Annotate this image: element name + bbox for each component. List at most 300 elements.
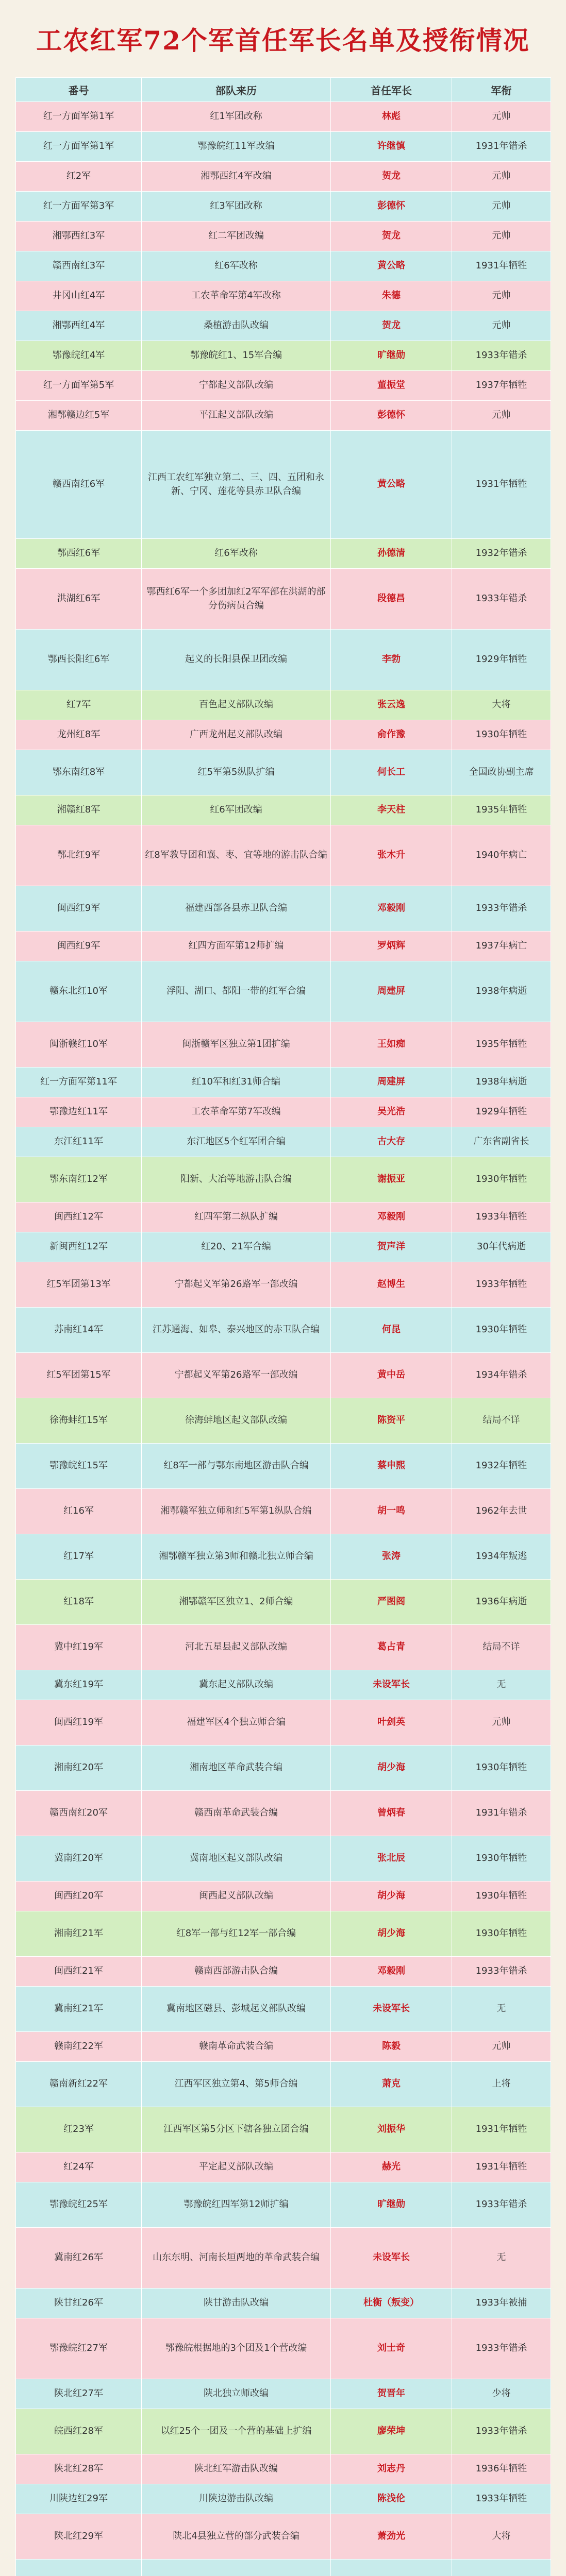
roster-table bbox=[15, 77, 551, 2576]
header-origin: 部队来历 bbox=[142, 78, 331, 102]
cell-rank: 1931年牺牲 bbox=[452, 2153, 551, 2182]
cell-commander: 贺声洋 bbox=[331, 1232, 452, 1262]
cell-commander: 李天柱 bbox=[331, 795, 452, 825]
cell-commander: 葛占青 bbox=[331, 1625, 452, 1670]
cell-rank: 1930年牺牲 bbox=[452, 1308, 551, 1353]
cell-rank: 1931年牺牲 bbox=[452, 431, 551, 539]
cell-origin: 徐海蚌地区起义部队改编 bbox=[142, 1398, 331, 1444]
cell-origin: 东江地区5个红军团合编 bbox=[142, 1127, 331, 1157]
cell-origin: 赣西南革命武装合编 bbox=[142, 1791, 331, 1836]
table-row bbox=[16, 825, 551, 886]
cell-origin: 江西军区独立第4、第5师合编 bbox=[142, 2062, 331, 2107]
cell-commander: 李勃 bbox=[331, 630, 452, 690]
cell-designation: 龙州红8军 bbox=[16, 720, 142, 750]
cell-origin: 赣南革命武装合编 bbox=[142, 2032, 331, 2062]
cell-origin: 川陕边游击队改编 bbox=[142, 2484, 331, 2514]
cell-designation: 湘鄂赣边红5军 bbox=[16, 401, 142, 431]
cell-designation: 湘南红21军 bbox=[16, 1911, 142, 1957]
cell-commander: 旷继勋 bbox=[331, 341, 452, 371]
cell-commander: 林彪 bbox=[331, 102, 452, 132]
cell-origin: 福建西部各县赤卫队合编 bbox=[142, 886, 331, 931]
cell-rank: 大将 bbox=[452, 2514, 551, 2560]
table-row bbox=[16, 2182, 551, 2228]
cell-commander: 曾炳春 bbox=[331, 1791, 452, 1836]
cell-designation: 赣南红22军 bbox=[16, 2032, 142, 2062]
cell-rank: 1930年牺牲 bbox=[452, 1745, 551, 1791]
table-row bbox=[16, 1625, 551, 1670]
cell-designation: 鄂西长阳红6军 bbox=[16, 630, 142, 690]
table-row bbox=[16, 1157, 551, 1202]
cell-designation: 赣西南红6军 bbox=[16, 431, 142, 539]
cell-designation: 新闽西红12军 bbox=[16, 1232, 142, 1262]
cell-rank: 1932年错杀 bbox=[452, 539, 551, 569]
cell-rank: 元帅 bbox=[452, 192, 551, 222]
cell-commander: 张木升 bbox=[331, 825, 452, 886]
cell-rank bbox=[452, 2560, 551, 2576]
cell-rank: 1931年牺牲 bbox=[452, 2107, 551, 2153]
cell-origin: 陕北红军游击队改编 bbox=[142, 2454, 331, 2484]
cell-origin: 红3军团改称 bbox=[142, 192, 331, 222]
cell-rank: 1931年牺牲 bbox=[452, 251, 551, 281]
cell-designation: 红7军 bbox=[16, 690, 142, 720]
table-row bbox=[16, 1700, 551, 1745]
cell-rank: 1935年牺牲 bbox=[452, 1022, 551, 1067]
cell-commander: 许继慎 bbox=[331, 132, 452, 162]
cell-origin: 浮阳、湖口、都阳一带的红军合编 bbox=[142, 961, 331, 1022]
cell-rank: 元帅 bbox=[452, 222, 551, 251]
cell-origin: 冀东起义部队改编 bbox=[142, 1670, 331, 1700]
cell-rank: 1962年去世 bbox=[452, 1489, 551, 1534]
cell-origin: 鄂豫皖红四军第12师扩编 bbox=[142, 2182, 331, 2228]
table-row bbox=[16, 690, 551, 720]
cell-commander: 谢振亚 bbox=[331, 1157, 452, 1202]
table-row bbox=[16, 720, 551, 750]
cell-rank: 30年代病逝 bbox=[452, 1232, 551, 1262]
cell-rank: 无 bbox=[452, 1670, 551, 1700]
cell-designation: 湘鄂西红3军 bbox=[16, 222, 142, 251]
table-row bbox=[16, 281, 551, 311]
cell-origin: 红二军团改编 bbox=[142, 222, 331, 251]
cell-designation: 红一方面军第5军 bbox=[16, 371, 142, 401]
cell-commander: 罗炳辉 bbox=[331, 931, 452, 961]
cell-designation: 红16军 bbox=[16, 1489, 142, 1534]
cell-commander: 杜衡（叛变） bbox=[331, 2289, 452, 2318]
cell-rank: 1933年错杀 bbox=[452, 341, 551, 371]
cell-commander: 董振堂 bbox=[331, 371, 452, 401]
cell-commander: 黄公略 bbox=[331, 251, 452, 281]
table-row bbox=[16, 2454, 551, 2484]
cell-origin: 湘鄂赣军独立第3师和赣北独立师合编 bbox=[142, 1534, 331, 1580]
cell-rank: 1937年病亡 bbox=[452, 931, 551, 961]
cell-commander: 胡少海 bbox=[331, 1745, 452, 1791]
cell-commander: 俞作豫 bbox=[331, 720, 452, 750]
header-commander: 首任军长 bbox=[331, 78, 452, 102]
cell-designation: 湘鄂西红4军 bbox=[16, 311, 142, 341]
cell-commander: 邓毅刚 bbox=[331, 1202, 452, 1232]
cell-commander: 贺龙 bbox=[331, 311, 452, 341]
cell-rank: 1940年病亡 bbox=[452, 825, 551, 886]
cell-rank: 1933年牺牲 bbox=[452, 1262, 551, 1308]
cell-origin: 鄂豫皖红1、15军合编 bbox=[142, 341, 331, 371]
table-row bbox=[16, 750, 551, 795]
table-row bbox=[16, 1791, 551, 1836]
cell-commander: 萧劲光 bbox=[331, 2514, 452, 2560]
cell-designation: 赣南新红22军 bbox=[16, 2062, 142, 2107]
table-row bbox=[16, 1489, 551, 1534]
cell-commander: 胡一鸣 bbox=[331, 1489, 452, 1534]
table-row bbox=[16, 311, 551, 341]
table-row bbox=[16, 1232, 551, 1262]
cell-origin: 以红25个一团及一个营的基础上扩编 bbox=[142, 2409, 331, 2454]
cell-designation: 陕北红28军 bbox=[16, 2454, 142, 2484]
cell-designation: 闽西红9军 bbox=[16, 931, 142, 961]
cell-origin: 闽西起义部队改编 bbox=[142, 1882, 331, 1911]
cell-origin: 江西工农红军独立第二、三、四、五团和永新、宁冈、莲花等县赤卫队合编 bbox=[142, 431, 331, 539]
cell-commander: 彭德怀 bbox=[331, 192, 452, 222]
cell-rank: 1933年牺牲 bbox=[452, 2484, 551, 2514]
cell-commander: 吴光浩 bbox=[331, 1097, 452, 1127]
cell-origin: 鄂豫皖根据地的3个团及1个营改编 bbox=[142, 2318, 331, 2379]
cell-rank: 1933年错杀 bbox=[452, 569, 551, 630]
cell-rank: 1929年牺牲 bbox=[452, 630, 551, 690]
cell-rank: 元帅 bbox=[452, 401, 551, 431]
table-row bbox=[16, 2409, 551, 2454]
table-row bbox=[16, 2318, 551, 2379]
cell-rank: 1929年牺牲 bbox=[452, 1097, 551, 1127]
table-row bbox=[16, 2153, 551, 2182]
table-row bbox=[16, 2032, 551, 2062]
cell-commander: 邓毅刚 bbox=[331, 1957, 452, 1987]
table-row bbox=[16, 1353, 551, 1398]
cell-commander: 贺龙 bbox=[331, 222, 452, 251]
cell-designation: 红17军 bbox=[16, 1534, 142, 1580]
cell-designation: 红5军团第15军 bbox=[16, 1353, 142, 1398]
cell-origin: 湘鄂西红4军改编 bbox=[142, 162, 331, 192]
table-row bbox=[16, 222, 551, 251]
table-row bbox=[16, 251, 551, 281]
table-row bbox=[16, 2484, 551, 2514]
cell-origin: 红10军和红31师合编 bbox=[142, 1067, 331, 1097]
cell-commander: 何昆 bbox=[331, 1308, 452, 1353]
cell-rank: 1930年牺牲 bbox=[452, 1836, 551, 1882]
table-row bbox=[16, 1097, 551, 1127]
table-row bbox=[16, 961, 551, 1022]
cell-rank: 1930年牺牲 bbox=[452, 1157, 551, 1202]
table-row bbox=[16, 2560, 551, 2576]
cell-designation bbox=[16, 2560, 142, 2576]
cell-designation: 闽浙赣红10军 bbox=[16, 1022, 142, 1067]
cell-commander: 何长工 bbox=[331, 750, 452, 795]
cell-commander: 彭德怀 bbox=[331, 401, 452, 431]
cell-commander: 孙德清 bbox=[331, 539, 452, 569]
cell-rank: 元帅 bbox=[452, 281, 551, 311]
cell-designation: 冀东红19军 bbox=[16, 1670, 142, 1700]
cell-designation: 红2军 bbox=[16, 162, 142, 192]
cell-commander: 黄中岳 bbox=[331, 1353, 452, 1398]
cell-designation: 鄂豫皖红15军 bbox=[16, 1444, 142, 1489]
cell-origin: 江苏通海、如皋、泰兴地区的赤卫队合编 bbox=[142, 1308, 331, 1353]
cell-designation: 鄂西红6军 bbox=[16, 539, 142, 569]
cell-origin: 湘鄂赣军独立师和红5军第1纵队合编 bbox=[142, 1489, 331, 1534]
cell-commander: 胡少海 bbox=[331, 1911, 452, 1957]
page-title: 工农红军72个军首任军长名单及授衔情况 bbox=[36, 25, 530, 56]
cell-commander: 胡少海 bbox=[331, 1882, 452, 1911]
cell-designation: 闽西红9军 bbox=[16, 886, 142, 931]
cell-commander: 赵博生 bbox=[331, 1262, 452, 1308]
table-row bbox=[16, 1987, 551, 2032]
cell-designation: 红23军 bbox=[16, 2107, 142, 2153]
cell-origin: 红四军第二纵队扩编 bbox=[142, 1202, 331, 1232]
table-row bbox=[16, 1022, 551, 1067]
cell-designation: 鄂东南红8军 bbox=[16, 750, 142, 795]
cell-designation: 红18军 bbox=[16, 1580, 142, 1625]
cell-rank: 1934年叛逃 bbox=[452, 1534, 551, 1580]
cell-commander: 周建屏 bbox=[331, 1067, 452, 1097]
cell-origin: 红20、21军合编 bbox=[142, 1232, 331, 1262]
cell-origin: 红5军第5纵队扩编 bbox=[142, 750, 331, 795]
cell-designation: 川陕边红29军 bbox=[16, 2484, 142, 2514]
table-row bbox=[16, 341, 551, 371]
cell-origin: 陕北独立师改编 bbox=[142, 2379, 331, 2409]
cell-commander: 萧克 bbox=[331, 2062, 452, 2107]
cell-designation: 闽西红12军 bbox=[16, 1202, 142, 1232]
cell-rank: 无 bbox=[452, 1987, 551, 2032]
cell-rank: 1932年牺牲 bbox=[452, 1444, 551, 1489]
cell-origin: 桑植游击队改编 bbox=[142, 311, 331, 341]
cell-designation: 鄂豫皖红4军 bbox=[16, 341, 142, 371]
cell-rank: 少将 bbox=[452, 2379, 551, 2409]
cell-rank: 1938年病逝 bbox=[452, 961, 551, 1022]
cell-rank: 1933年错杀 bbox=[452, 886, 551, 931]
cell-designation: 鄂豫皖红25军 bbox=[16, 2182, 142, 2228]
cell-rank: 1936年牺牲 bbox=[452, 2454, 551, 2484]
header-designation: 番号 bbox=[16, 78, 142, 102]
table-row bbox=[16, 371, 551, 401]
header-rank: 军衔 bbox=[452, 78, 551, 102]
cell-commander: 旷继勋 bbox=[331, 2182, 452, 2228]
table-row bbox=[16, 102, 551, 132]
cell-commander: 刘士奇 bbox=[331, 2318, 452, 2379]
cell-origin: 平定起义部队改编 bbox=[142, 2153, 331, 2182]
cell-commander: 未设军长 bbox=[331, 1670, 452, 1700]
cell-rank: 结局不详 bbox=[452, 1398, 551, 1444]
cell-rank: 1938年病逝 bbox=[452, 1067, 551, 1097]
cell-origin: 平江起义部队改编 bbox=[142, 401, 331, 431]
cell-commander: 陈毅 bbox=[331, 2032, 452, 2062]
cell-commander: 刘振华 bbox=[331, 2107, 452, 2153]
cell-origin: 红6军团改编 bbox=[142, 795, 331, 825]
cell-designation: 红一方面军第11军 bbox=[16, 1067, 142, 1097]
table-row bbox=[16, 1580, 551, 1625]
table-row bbox=[16, 1444, 551, 1489]
cell-designation: 鄂豫皖红27军 bbox=[16, 2318, 142, 2379]
cell-designation: 苏南红14军 bbox=[16, 1308, 142, 1353]
cell-commander: 贺晋年 bbox=[331, 2379, 452, 2409]
cell-origin: 冀南地区磁县、彭城起义部队改编 bbox=[142, 1987, 331, 2032]
cell-origin: 福建军区4个独立师合编 bbox=[142, 1700, 331, 1745]
cell-commander: 古大存 bbox=[331, 1127, 452, 1157]
cell-origin: 鄂豫皖红11军改编 bbox=[142, 132, 331, 162]
cell-commander: 廖荣坤 bbox=[331, 2409, 452, 2454]
table-row bbox=[16, 795, 551, 825]
cell-designation: 陕北红27军 bbox=[16, 2379, 142, 2409]
cell-origin: 鄂西红6军一个多团加红2军军部在洪湖的部分伤病员合编 bbox=[142, 569, 331, 630]
cell-rank: 元帅 bbox=[452, 311, 551, 341]
cell-rank: 1933年错杀 bbox=[452, 1957, 551, 1987]
cell-designation: 鄂东南红12军 bbox=[16, 1157, 142, 1202]
cell-origin: 江西军区第5分区下辖各独立团合编 bbox=[142, 2107, 331, 2153]
cell-origin: 红8军一部与红12军一部合编 bbox=[142, 1911, 331, 1957]
cell-designation: 东江红11军 bbox=[16, 1127, 142, 1157]
cell-rank: 元帅 bbox=[452, 2032, 551, 2062]
cell-origin: 起义的长阳县保卫团改编 bbox=[142, 630, 331, 690]
cell-rank: 1931年错杀 bbox=[452, 1791, 551, 1836]
cell-origin: 阳新、大冶等地游击队合编 bbox=[142, 1157, 331, 1202]
table-row bbox=[16, 1262, 551, 1308]
table-row bbox=[16, 132, 551, 162]
cell-origin bbox=[142, 2560, 331, 2576]
cell-commander bbox=[331, 2560, 452, 2576]
cell-rank: 广东省副省长 bbox=[452, 1127, 551, 1157]
cell-designation: 洪湖红6军 bbox=[16, 569, 142, 630]
cell-designation: 陕甘红26军 bbox=[16, 2289, 142, 2318]
table-row bbox=[16, 1882, 551, 1911]
cell-rank: 元帅 bbox=[452, 102, 551, 132]
cell-designation: 徐海蚌红15军 bbox=[16, 1398, 142, 1444]
table-row bbox=[16, 569, 551, 630]
table-body bbox=[16, 102, 551, 2576]
cell-designation: 陕北红29军 bbox=[16, 2514, 142, 2560]
cell-origin: 宁都起义部队改编 bbox=[142, 371, 331, 401]
cell-origin: 红8军教导团和襄、枣、宜等地的游击队合编 bbox=[142, 825, 331, 886]
cell-designation: 鄂北红9军 bbox=[16, 825, 142, 886]
cell-origin: 红四方面军第12师扩编 bbox=[142, 931, 331, 961]
table-row bbox=[16, 931, 551, 961]
cell-designation: 冀南红20军 bbox=[16, 1836, 142, 1882]
cell-commander: 赫光 bbox=[331, 2153, 452, 2182]
cell-commander: 周建屏 bbox=[331, 961, 452, 1022]
cell-commander: 张云逸 bbox=[331, 690, 452, 720]
table-row bbox=[16, 2107, 551, 2153]
cell-rank: 1933年错杀 bbox=[452, 2318, 551, 2379]
table-row bbox=[16, 1911, 551, 1957]
cell-origin: 工农革命军第4军改称 bbox=[142, 281, 331, 311]
table-row bbox=[16, 539, 551, 569]
cell-designation: 井冈山红4军 bbox=[16, 281, 142, 311]
cell-designation: 闽西红21军 bbox=[16, 1957, 142, 1987]
cell-rank: 1935年牺牲 bbox=[452, 795, 551, 825]
cell-rank: 全国政协副主席 bbox=[452, 750, 551, 795]
cell-rank: 1930年牺牲 bbox=[452, 720, 551, 750]
cell-commander: 段德昌 bbox=[331, 569, 452, 630]
cell-commander: 黄公略 bbox=[331, 431, 452, 539]
table-row bbox=[16, 162, 551, 192]
table-row bbox=[16, 1127, 551, 1157]
cell-commander: 刘志丹 bbox=[331, 2454, 452, 2484]
table-row bbox=[16, 1836, 551, 1882]
cell-designation: 赣东北红10军 bbox=[16, 961, 142, 1022]
table-row bbox=[16, 1534, 551, 1580]
cell-designation: 湘赣红8军 bbox=[16, 795, 142, 825]
cell-commander: 蔡申熙 bbox=[331, 1444, 452, 1489]
cell-rank: 1930年牺牲 bbox=[452, 1882, 551, 1911]
cell-designation: 冀中红19军 bbox=[16, 1625, 142, 1670]
cell-commander: 王如痴 bbox=[331, 1022, 452, 1067]
table-row bbox=[16, 192, 551, 222]
cell-designation: 红一方面军第1军 bbox=[16, 132, 142, 162]
table-row bbox=[16, 886, 551, 931]
cell-rank: 1931年错杀 bbox=[452, 132, 551, 162]
cell-designation: 闽西红19军 bbox=[16, 1700, 142, 1745]
cell-commander: 贺龙 bbox=[331, 162, 452, 192]
cell-rank: 1933年错杀 bbox=[452, 2182, 551, 2228]
cell-commander: 朱德 bbox=[331, 281, 452, 311]
cell-origin: 湘南地区革命武装合编 bbox=[142, 1745, 331, 1791]
cell-designation: 冀南红21军 bbox=[16, 1987, 142, 2032]
cell-designation: 闽西红20军 bbox=[16, 1882, 142, 1911]
cell-designation: 红一方面军第3军 bbox=[16, 192, 142, 222]
cell-commander: 未设军长 bbox=[331, 2228, 452, 2289]
table-row bbox=[16, 401, 551, 431]
table-row bbox=[16, 2228, 551, 2289]
cell-commander: 张北辰 bbox=[331, 1836, 452, 1882]
table-row bbox=[16, 2289, 551, 2318]
cell-designation: 皖西红28军 bbox=[16, 2409, 142, 2454]
cell-origin: 赣南西部游击队合编 bbox=[142, 1957, 331, 1987]
cell-rank: 大将 bbox=[452, 690, 551, 720]
table-row bbox=[16, 1308, 551, 1353]
cell-commander: 陈浅伦 bbox=[331, 2484, 452, 2514]
cell-rank: 1937年牺牲 bbox=[452, 371, 551, 401]
table-row bbox=[16, 2514, 551, 2560]
cell-designation: 红一方面军第1军 bbox=[16, 102, 142, 132]
cell-commander: 邓毅刚 bbox=[331, 886, 452, 931]
cell-rank: 无 bbox=[452, 2228, 551, 2289]
cell-designation: 红24军 bbox=[16, 2153, 142, 2182]
table-row bbox=[16, 1067, 551, 1097]
table-row bbox=[16, 2062, 551, 2107]
cell-origin: 湘鄂赣军区独立1、2师合编 bbox=[142, 1580, 331, 1625]
cell-origin: 陕北4县独立营的部分武装合编 bbox=[142, 2514, 331, 2560]
cell-designation: 红5军团第13军 bbox=[16, 1262, 142, 1308]
cell-origin: 宁都起义军第26路军一部改编 bbox=[142, 1262, 331, 1308]
cell-rank: 结局不详 bbox=[452, 1625, 551, 1670]
table-row bbox=[16, 630, 551, 690]
cell-commander: 叶剑英 bbox=[331, 1700, 452, 1745]
cell-designation: 湘南红20军 bbox=[16, 1745, 142, 1791]
cell-rank: 1933年被捕 bbox=[452, 2289, 551, 2318]
table-row bbox=[16, 1202, 551, 1232]
cell-designation: 赣西南红20军 bbox=[16, 1791, 142, 1836]
cell-commander: 未设军长 bbox=[331, 1987, 452, 2032]
cell-origin: 陕甘游击队改编 bbox=[142, 2289, 331, 2318]
cell-origin: 红1军团改称 bbox=[142, 102, 331, 132]
table-row bbox=[16, 1957, 551, 1987]
cell-origin: 冀南地区起义部队改编 bbox=[142, 1836, 331, 1882]
cell-rank: 元帅 bbox=[452, 1700, 551, 1745]
cell-designation: 冀南红26军 bbox=[16, 2228, 142, 2289]
cell-commander: 陈资平 bbox=[331, 1398, 452, 1444]
cell-origin: 红8军一部与鄂东南地区游击队合编 bbox=[142, 1444, 331, 1489]
cell-origin: 百色起义部队改编 bbox=[142, 690, 331, 720]
cell-rank: 1930年牺牲 bbox=[452, 1911, 551, 1957]
table-row bbox=[16, 431, 551, 539]
cell-rank: 上将 bbox=[452, 2062, 551, 2107]
table-header bbox=[16, 78, 551, 102]
cell-origin: 山东东明、河南长垣两地的革命武装合编 bbox=[142, 2228, 331, 2289]
table-row bbox=[16, 1670, 551, 1700]
cell-origin: 广西龙州起义部队改编 bbox=[142, 720, 331, 750]
